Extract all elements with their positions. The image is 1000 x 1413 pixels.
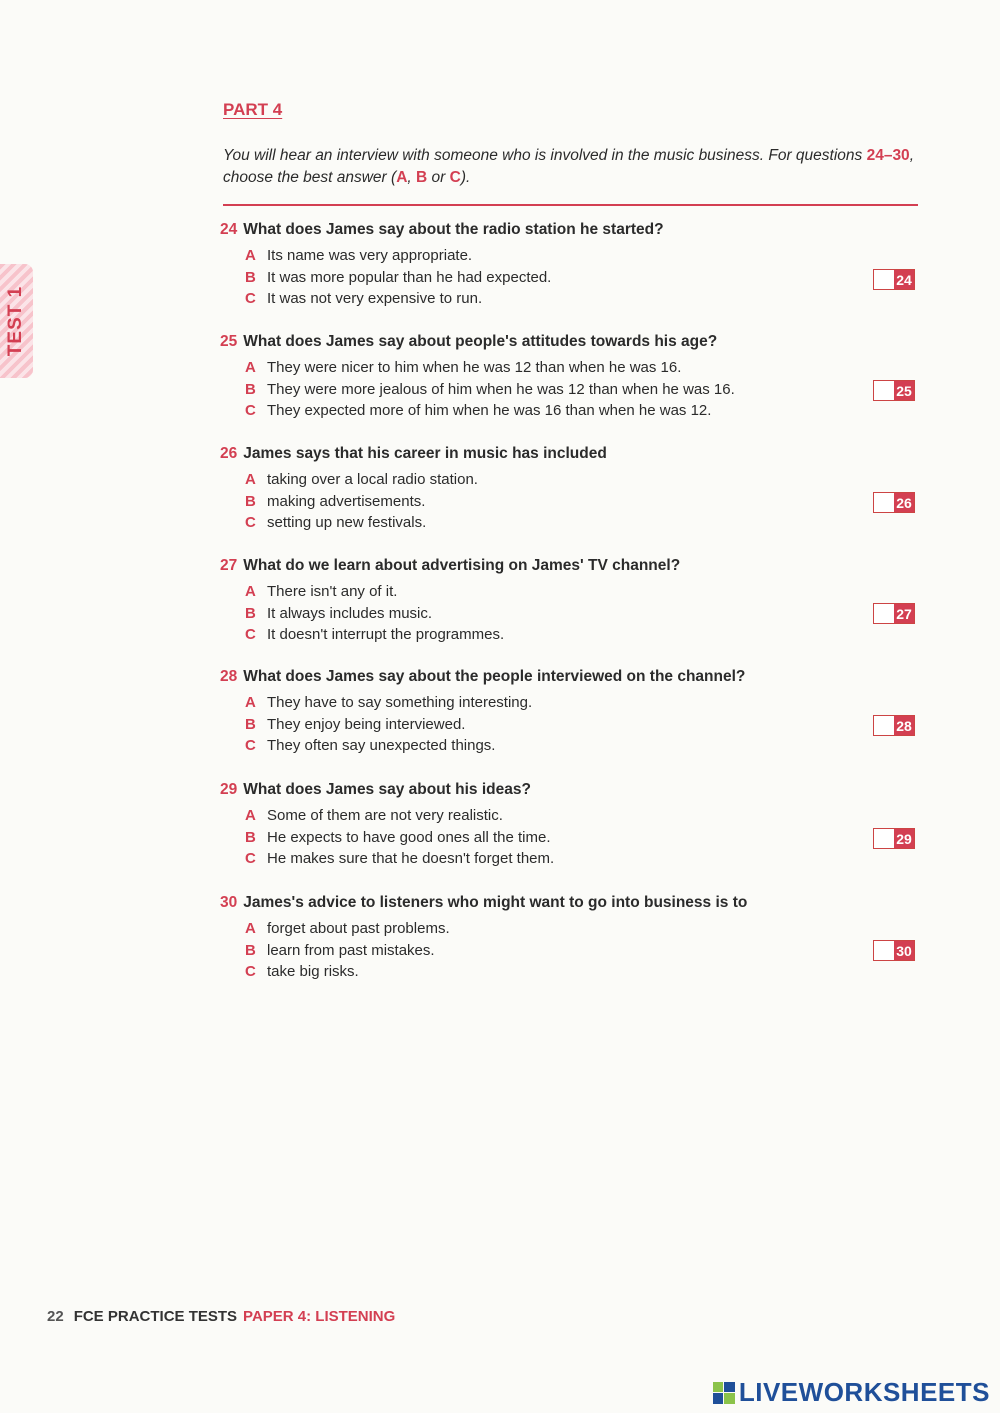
option-b — [220, 940, 920, 962]
option-letter: B — [245, 941, 256, 959]
option-letter: B — [245, 604, 256, 622]
question-stem — [220, 219, 920, 241]
question-stem — [220, 331, 920, 353]
question-text: James says that his career in music has included — [243, 445, 607, 462]
option-letter: A — [245, 471, 256, 488]
option-text: They were nicer to him when he was 12 than when he was 16. — [267, 359, 682, 376]
option-list — [220, 918, 920, 983]
question-stem — [220, 443, 920, 465]
option-list — [220, 245, 920, 310]
option-text: learn from past mistakes. — [267, 941, 435, 959]
option-b — [220, 603, 920, 625]
question-text: James's advice to listeners who might want to go into business is to — [243, 894, 748, 911]
question-text: What do we learn about advertising on James' TV channel? — [243, 557, 681, 574]
option-b — [220, 267, 920, 289]
option-a — [220, 805, 920, 827]
question-stem — [220, 892, 920, 914]
option-c — [220, 512, 920, 534]
instructions-text-before: You will hear an interview with someone who is involved in the music business. For questions — [223, 147, 867, 164]
section-divider — [223, 204, 918, 206]
question-24 — [220, 219, 920, 310]
option-letter: A — [245, 583, 256, 600]
question-30 — [220, 892, 920, 983]
option-letter: A — [245, 247, 256, 264]
option-text: making advertisements. — [267, 492, 426, 510]
answer-box-25[interactable] — [873, 380, 915, 401]
option-letter: C — [245, 514, 256, 531]
option-c — [220, 288, 920, 310]
question-text: What does James say about the people interviewed on the channel? — [243, 668, 746, 685]
option-letter: C — [245, 963, 256, 980]
option-letter: B — [245, 715, 256, 733]
instructions-letter-c: C — [449, 169, 461, 186]
option-text: He makes sure that he doesn't forget them. — [267, 850, 555, 867]
answer-box-number: 25 — [894, 381, 914, 400]
instructions-text-mid: , choose the best answer ( — [223, 147, 914, 186]
side-tab-label: TEST 1 — [5, 285, 26, 357]
option-letter: B — [245, 268, 256, 286]
option-c — [220, 624, 920, 646]
answer-box-number: 29 — [894, 829, 914, 848]
option-letter: B — [245, 828, 256, 846]
question-text: What does James say about his ideas? — [243, 781, 531, 798]
question-number: 28 — [220, 668, 238, 685]
instructions-text-end: ). — [460, 169, 471, 186]
option-b — [220, 714, 920, 736]
option-b — [220, 379, 920, 401]
watermark-text: LIVEWORKSHEETS — [738, 1377, 990, 1407]
answer-box-29[interactable] — [873, 828, 915, 849]
question-number: 30 — [220, 894, 238, 911]
question-number: 26 — [220, 445, 238, 462]
option-text: setting up new festivals. — [267, 514, 427, 531]
answer-box-27[interactable] — [873, 603, 915, 624]
instructions-question-range: 24–30 — [866, 147, 910, 164]
page-footer — [47, 1308, 395, 1325]
option-text: Some of them are not very realistic. — [267, 807, 503, 824]
answer-box-number: 28 — [894, 716, 914, 735]
question-27 — [220, 555, 920, 646]
option-c — [220, 848, 920, 870]
option-letter: C — [245, 850, 256, 867]
option-text: It was not very expensive to run. — [267, 290, 483, 307]
option-b — [220, 491, 920, 513]
answer-box-number: 27 — [894, 604, 914, 623]
option-text: There isn't any of it. — [267, 583, 398, 600]
option-letter: A — [245, 694, 256, 711]
option-a — [220, 245, 920, 267]
question-stem — [220, 666, 920, 688]
option-b — [220, 827, 920, 849]
question-text: What does James say about people's attitudes towards his age? — [243, 333, 718, 350]
option-letter: A — [245, 920, 256, 937]
answer-box-24[interactable] — [873, 269, 915, 290]
question-number: 24 — [220, 221, 238, 238]
option-list — [220, 469, 920, 534]
option-list — [220, 581, 920, 646]
liveworksheets-logo-icon — [713, 1382, 735, 1404]
option-letter: C — [245, 737, 256, 754]
option-text: It always includes music. — [267, 604, 433, 622]
book-title: FCE PRACTICE TESTS — [73, 1308, 238, 1325]
liveworksheets-watermark — [713, 1377, 990, 1408]
option-text: They were more jealous of him when he was 12 than when he was 16. — [267, 380, 735, 398]
paper-title: PAPER 4: LISTENING — [243, 1308, 396, 1325]
question-number: 29 — [220, 781, 238, 798]
answer-box-number: 24 — [894, 270, 914, 289]
option-text: forget about past problems. — [267, 920, 450, 937]
option-text: It doesn't interrupt the programmes. — [267, 626, 505, 643]
question-25 — [220, 331, 920, 422]
option-text: He expects to have good ones all the time. — [267, 828, 551, 846]
option-text: taking over a local radio station. — [267, 471, 478, 488]
option-a — [220, 357, 920, 379]
option-text: They often say unexpected things. — [267, 737, 496, 754]
question-stem — [220, 555, 920, 577]
option-letter: A — [245, 359, 256, 376]
question-stem — [220, 779, 920, 801]
part-title: PART 4 — [223, 100, 283, 119]
option-c — [220, 735, 920, 757]
question-26 — [220, 443, 920, 534]
instructions — [223, 145, 923, 189]
page-number: 22 — [47, 1308, 64, 1325]
question-number: 25 — [220, 333, 238, 350]
answer-box-26[interactable] — [873, 492, 915, 513]
option-list — [220, 692, 920, 757]
instructions-sep-1: , — [407, 169, 417, 186]
option-text: They expected more of him when he was 16 than when he was 12. — [267, 402, 712, 419]
question-29 — [220, 779, 920, 870]
question-text: What does James say about the radio station he started? — [243, 221, 664, 238]
option-text: They enjoy being interviewed. — [267, 715, 466, 733]
option-c — [220, 961, 920, 983]
option-letter: C — [245, 290, 256, 307]
option-letter: A — [245, 807, 256, 824]
option-text: It was more popular than he had expected. — [267, 268, 552, 286]
option-letter: B — [245, 492, 256, 510]
option-a — [220, 918, 920, 940]
question-28 — [220, 666, 920, 757]
option-letter: C — [245, 626, 256, 643]
option-a — [220, 581, 920, 603]
option-text: They have to say something interesting. — [267, 694, 533, 711]
instructions-letter-b: B — [416, 169, 428, 186]
answer-box-number: 26 — [894, 493, 914, 512]
option-list — [220, 357, 920, 422]
answer-box-number: 30 — [894, 941, 914, 960]
instructions-letter-a: A — [396, 169, 408, 186]
question-number: 27 — [220, 557, 238, 574]
instructions-sep-2: or — [427, 169, 450, 186]
option-text: take big risks. — [267, 963, 359, 980]
answer-box-30[interactable] — [873, 940, 915, 961]
option-a — [220, 692, 920, 714]
option-list — [220, 805, 920, 870]
option-text: Its name was very appropriate. — [267, 247, 473, 264]
option-letter: C — [245, 402, 256, 419]
option-a — [220, 469, 920, 491]
option-c — [220, 400, 920, 422]
answer-box-28[interactable] — [873, 715, 915, 736]
option-letter: B — [245, 380, 256, 398]
